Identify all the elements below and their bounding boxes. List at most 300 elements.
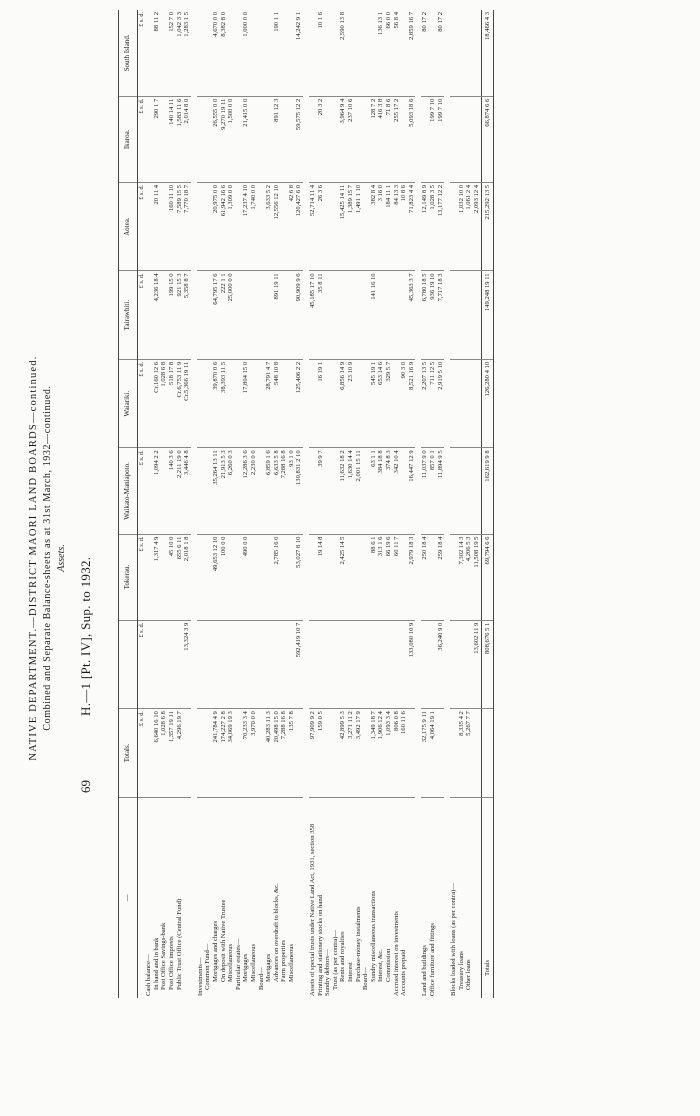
amount-cell bbox=[370, 10, 378, 96]
amount-cell bbox=[145, 10, 153, 96]
amount-cell bbox=[400, 620, 408, 708]
amount-cell bbox=[204, 10, 212, 96]
amount-cell: 84 13 3 bbox=[393, 182, 401, 270]
amount-cell: 1,389 15 7 bbox=[347, 182, 355, 270]
table-row bbox=[450, 10, 458, 998]
subtotal-row bbox=[295, 10, 303, 998]
amount-cell bbox=[160, 271, 168, 359]
table-row bbox=[250, 10, 258, 998]
amount-cell: 545 19 1 bbox=[370, 359, 378, 447]
amount-cell bbox=[258, 709, 266, 797]
column-header: Aotea. bbox=[119, 182, 138, 270]
amount-cell: 140 3 6 bbox=[168, 448, 176, 534]
amount-cell bbox=[145, 359, 153, 447]
amount-cell: 1,283 1 5 bbox=[183, 10, 191, 96]
amount-cell bbox=[235, 10, 243, 96]
amount-cell: 20 11 4 bbox=[153, 182, 161, 270]
amount-cell bbox=[235, 359, 243, 447]
amount-cell bbox=[362, 448, 370, 534]
amount-cell: 2,014 8 0 bbox=[183, 96, 191, 182]
amount-cell: 215,292 13 5 bbox=[481, 182, 494, 270]
amount-cell bbox=[450, 359, 458, 447]
row-label: In hand and in bank bbox=[152, 937, 160, 990]
column-header: Ikaroa. bbox=[119, 96, 138, 182]
unit-cell bbox=[137, 797, 145, 998]
amount-cell: 2,979 18 3 bbox=[408, 534, 416, 620]
amount-cell: 59,575 12 2 bbox=[295, 96, 303, 182]
amount-cell: 16,447 12 9 bbox=[408, 448, 416, 534]
amount-cell: 891 12 3 bbox=[273, 96, 281, 182]
amount-cell: 53,027 8 10 bbox=[295, 534, 303, 620]
amount-cell: 4,064 19 1 bbox=[429, 709, 437, 797]
table-row bbox=[370, 10, 378, 998]
amount-cell: 42,899 5 3 bbox=[339, 709, 347, 797]
amount-cell bbox=[227, 534, 235, 620]
amount-cell bbox=[377, 620, 385, 708]
amount-cell: Cr.6,753 11 9 bbox=[176, 359, 184, 447]
amount-cell: 1,028 6 8 bbox=[160, 709, 168, 797]
page-reference: H.—1 [Pt. IV], Sup. to 1932. bbox=[78, 556, 93, 716]
amount-cell bbox=[288, 271, 296, 359]
amount-cell: 655 6 11 bbox=[176, 534, 184, 620]
amount-cell: 222 1 1 bbox=[220, 271, 228, 359]
amount-cell bbox=[450, 96, 458, 182]
column-header: Waikato-Maniapoto. bbox=[119, 448, 138, 534]
amount-cell: 808,676 5 1 bbox=[481, 620, 494, 708]
amount-cell bbox=[250, 534, 258, 620]
amount-cell bbox=[204, 534, 212, 620]
amount-cell: 35 8 11 bbox=[317, 271, 325, 359]
amount-cell: 10 8 6 bbox=[400, 182, 408, 270]
amount-cell bbox=[235, 620, 243, 708]
amount-cell: 7,717 18 3 bbox=[437, 271, 445, 359]
amount-cell bbox=[465, 448, 473, 534]
amount-cell bbox=[258, 10, 266, 96]
amount-cell: 12,149 8 9 bbox=[421, 182, 429, 270]
row-label: Office furniture and fittings bbox=[428, 923, 436, 996]
amount-cell bbox=[250, 620, 258, 708]
amount-cell bbox=[288, 534, 296, 620]
column-header: Tokerau. bbox=[119, 534, 138, 620]
amount-cell bbox=[339, 271, 347, 359]
amount-cell bbox=[355, 10, 363, 96]
amount-cell bbox=[324, 10, 332, 96]
row-label: Mortgages and charges bbox=[211, 920, 219, 982]
amount-cell bbox=[332, 96, 340, 182]
amount-cell: 10 1 6 bbox=[317, 10, 325, 96]
amount-cell bbox=[265, 534, 273, 620]
amount-cell bbox=[458, 448, 466, 534]
amount-cell: 2,211 19 0 bbox=[176, 448, 184, 534]
amount-cell: 20,975 0 0 bbox=[212, 182, 220, 270]
amount-cell bbox=[242, 620, 250, 708]
amount-cell: 806 0 8 bbox=[393, 709, 401, 797]
amount-cell: 34,069 19 3 bbox=[227, 709, 235, 797]
amount-cell: 52,714 11 4 bbox=[309, 182, 317, 270]
amount-cell: 592,419 10 7 bbox=[295, 620, 303, 708]
amount-cell: 23 10 9 bbox=[347, 359, 355, 447]
amount-cell bbox=[465, 620, 473, 708]
table-row bbox=[400, 10, 408, 998]
amount-cell: 12,286 3 6 bbox=[242, 448, 250, 534]
table-row bbox=[280, 10, 288, 998]
amount-cell: 70,233 3 4 bbox=[242, 709, 250, 797]
amount-cell bbox=[309, 96, 317, 182]
row-label: Sundry miscellaneous transactions bbox=[369, 890, 377, 982]
amount-cell: 518 17 8 bbox=[168, 359, 176, 447]
amount-cell bbox=[197, 448, 205, 534]
amount-cell: 162,619 9 8 bbox=[481, 448, 494, 534]
amount-cell bbox=[370, 620, 378, 708]
table-row bbox=[377, 10, 385, 998]
amount-cell: 7,770 18 7 bbox=[183, 182, 191, 270]
row-label: Public Trust Office (Central Fund) bbox=[175, 898, 183, 990]
amount-cell: 936 19 10 bbox=[429, 271, 437, 359]
amount-cell: 3,271 11 2 bbox=[347, 709, 355, 797]
amount-cell: 250 18 4 bbox=[421, 534, 429, 620]
row-label: Printing and stationery stocks on hand bbox=[316, 895, 324, 996]
amount-cell bbox=[145, 182, 153, 270]
amount-cell bbox=[385, 620, 393, 708]
row-label: Accrued interest on investments bbox=[392, 911, 400, 996]
amount-cell bbox=[437, 709, 445, 797]
amount-cell bbox=[204, 96, 212, 182]
amount-cell: 61,942 16 6 bbox=[220, 182, 228, 270]
amount-cell: 490 0 0 bbox=[242, 534, 250, 620]
amount-cell: 120,427 6 0 bbox=[295, 182, 303, 270]
amount-cell bbox=[450, 10, 458, 96]
amount-cell bbox=[145, 448, 153, 534]
amount-cell: 7,288 16 8 bbox=[280, 709, 288, 797]
amount-cell: 66,874 6 6 bbox=[481, 96, 494, 182]
amount-cell bbox=[258, 448, 266, 534]
amount-cell bbox=[309, 534, 317, 620]
amount-cell bbox=[258, 271, 266, 359]
assets-table bbox=[118, 10, 494, 998]
amount-cell: 3,964 9 4 bbox=[339, 96, 347, 182]
row-label: Advances on overdraft to blocks, &c. bbox=[272, 883, 280, 982]
amount-cell: 4,296 19 7 bbox=[176, 709, 184, 797]
amount-cell bbox=[355, 534, 363, 620]
amount-cell: 5,267 7 7 bbox=[465, 709, 473, 797]
row-label bbox=[473, 797, 481, 998]
amount-cell: 45,185 17 10 bbox=[309, 271, 317, 359]
amount-cell bbox=[258, 534, 266, 620]
amount-cell: 4,206 5 3 bbox=[465, 534, 473, 620]
amount-cell: 125,406 2 2 bbox=[295, 359, 303, 447]
amount-cell: 13,324 3 9 bbox=[183, 620, 191, 708]
amount-cell bbox=[235, 182, 243, 270]
amount-cell: 11,894 9 5 bbox=[437, 448, 445, 534]
amount-cell: 130,831 2 10 bbox=[295, 448, 303, 534]
amount-cell bbox=[197, 96, 205, 182]
amount-cell: 159 0 5 bbox=[317, 709, 325, 797]
amount-cell: 8,335 4 2 bbox=[458, 709, 466, 797]
table-row bbox=[429, 10, 437, 998]
unit-cell: £ s. d. bbox=[137, 271, 145, 359]
amount-cell bbox=[227, 10, 235, 96]
amount-cell: 241,784 4 9 bbox=[212, 709, 220, 797]
amount-cell bbox=[265, 271, 273, 359]
amount-cell bbox=[250, 359, 258, 447]
amount-cell bbox=[355, 96, 363, 182]
amount-cell bbox=[473, 96, 481, 182]
unit-cell: £ s. d. bbox=[137, 620, 145, 708]
amount-cell bbox=[332, 709, 340, 797]
amount-cell bbox=[473, 448, 481, 534]
amount-cell: 711 12 5 bbox=[429, 359, 437, 447]
amount-cell bbox=[324, 709, 332, 797]
table-row bbox=[465, 10, 473, 998]
amount-cell: 7,302 14 3 bbox=[458, 534, 466, 620]
amount-cell bbox=[458, 359, 466, 447]
row-label: Rents and royalties bbox=[339, 931, 347, 982]
amount-cell bbox=[145, 271, 153, 359]
amount-cell: 21,913 5 3 bbox=[220, 448, 228, 534]
subtotal-row bbox=[437, 10, 445, 998]
amount-cell bbox=[408, 709, 416, 797]
table-row bbox=[197, 10, 205, 998]
amount-cell: 15,425 14 11 bbox=[339, 182, 347, 270]
amount-cell: 8,382 8 0 bbox=[220, 10, 228, 96]
amount-cell: 25,000 0 0 bbox=[227, 271, 235, 359]
amount-cell bbox=[332, 359, 340, 447]
amount-cell bbox=[204, 620, 212, 708]
amount-cell: 93 1 0 bbox=[288, 448, 296, 534]
amount-cell bbox=[258, 620, 266, 708]
table-row bbox=[317, 10, 325, 998]
amount-cell: 133,080 10 9 bbox=[408, 620, 416, 708]
amount-cell: 3,633 5 2 bbox=[265, 182, 273, 270]
amount-cell: 1,740 0 0 bbox=[250, 182, 258, 270]
amount-cell: 329 5 7 bbox=[385, 359, 393, 447]
amount-cell: 28,791 4 7 bbox=[265, 359, 273, 447]
amount-cell: 26,555 0 0 bbox=[212, 96, 220, 182]
amount-cell bbox=[317, 620, 325, 708]
amount-cell: 7,589 15 5 bbox=[176, 182, 184, 270]
amount-cell: 36,240 9 0 bbox=[437, 620, 445, 708]
amount-cell: 63 1 1 bbox=[370, 448, 378, 534]
amount-cell bbox=[332, 182, 340, 270]
row-label: Trust (as per contra)— bbox=[331, 929, 339, 990]
amount-cell bbox=[347, 620, 355, 708]
table-row bbox=[235, 10, 243, 998]
amount-cell: 80 17 2 bbox=[437, 10, 445, 96]
amount-cell bbox=[324, 620, 332, 708]
amount-cell bbox=[288, 96, 296, 182]
amount-cell: 49,653 12 10 bbox=[212, 534, 220, 620]
row-label: Land and buildings bbox=[421, 945, 429, 996]
amount-cell: 1,317 4 9 bbox=[153, 534, 161, 620]
page-title: NATIVE DEPARTMENT.—DISTRICT MAORI LAND BOARDS—continued. bbox=[28, 355, 39, 761]
amount-cell: 6,633 5 8 bbox=[273, 448, 281, 534]
row-label: Totals bbox=[481, 797, 494, 998]
amount-cell bbox=[465, 10, 473, 96]
amount-cell: 1,093 3 4 bbox=[385, 709, 393, 797]
amount-cell bbox=[309, 620, 317, 708]
amount-cell bbox=[220, 620, 228, 708]
amount-cell bbox=[481, 709, 494, 797]
amount-cell bbox=[280, 271, 288, 359]
amount-cell: 548 10 8 bbox=[273, 359, 281, 447]
amount-cell: 5,358 8 7 bbox=[183, 271, 191, 359]
amount-cell: 2,093 12 4 bbox=[473, 182, 481, 270]
amount-cell bbox=[347, 10, 355, 96]
amount-cell: 1,061 2 4 bbox=[465, 182, 473, 270]
amount-cell: 290 1 7 bbox=[153, 96, 161, 182]
amount-cell: 71,823 4 4 bbox=[408, 182, 416, 270]
amount-cell: 1,042 3 3 bbox=[176, 10, 184, 96]
column-header: Waiariki. bbox=[119, 359, 138, 447]
column-header: — bbox=[119, 797, 138, 998]
totals-row bbox=[481, 10, 494, 998]
amount-cell bbox=[332, 271, 340, 359]
table-row bbox=[288, 10, 296, 998]
amount-cell bbox=[204, 359, 212, 447]
amount-cell bbox=[280, 10, 288, 96]
amount-cell bbox=[465, 359, 473, 447]
amount-cell bbox=[355, 359, 363, 447]
table-row bbox=[362, 10, 370, 998]
amount-cell bbox=[362, 96, 370, 182]
amount-cell bbox=[450, 271, 458, 359]
amount-cell: 174,227 2 8 bbox=[220, 709, 228, 797]
table-row bbox=[153, 10, 161, 998]
amount-cell: 20,498 15 0 bbox=[273, 709, 281, 797]
amount-cell bbox=[332, 10, 340, 96]
amount-cell: 21,415 0 0 bbox=[242, 96, 250, 182]
amount-cell bbox=[429, 534, 437, 620]
amount-cell bbox=[153, 620, 161, 708]
column-header bbox=[119, 620, 138, 708]
table-row bbox=[385, 10, 393, 998]
amount-cell: 136 13 1 bbox=[377, 10, 385, 96]
amount-cell: 69,794 6 6 bbox=[481, 534, 494, 620]
amount-cell: 3,492 17 9 bbox=[355, 709, 363, 797]
amount-cell: 382 8 4 bbox=[370, 182, 378, 270]
amount-cell bbox=[458, 620, 466, 708]
table-row bbox=[220, 10, 228, 998]
amount-cell: 2,859 16 7 bbox=[408, 10, 416, 96]
column-header: Tairawhiti. bbox=[119, 271, 138, 359]
table-row bbox=[227, 10, 235, 998]
row-label: Investments— bbox=[196, 957, 204, 996]
amount-cell: 16 19 1 bbox=[317, 359, 325, 447]
amount-cell: 3,970 0 0 bbox=[250, 709, 258, 797]
table-row bbox=[332, 10, 340, 998]
unit-cell: £ s. d. bbox=[137, 709, 145, 797]
amount-cell: 184 11 1 bbox=[385, 182, 393, 270]
amount-cell bbox=[324, 448, 332, 534]
amount-cell bbox=[280, 620, 288, 708]
amount-cell bbox=[473, 709, 481, 797]
amount-cell bbox=[324, 359, 332, 447]
amount-cell: 3,446 4 8 bbox=[183, 448, 191, 534]
amount-cell bbox=[197, 359, 205, 447]
row-label: Mortgages bbox=[242, 953, 250, 982]
amount-cell: 4,670 0 0 bbox=[212, 10, 220, 96]
amount-cell: 1,500 0 0 bbox=[227, 96, 235, 182]
amount-cell: 1,583 11 6 bbox=[176, 96, 184, 182]
amount-cell: 1,491 1 10 bbox=[355, 182, 363, 270]
amount-cell bbox=[400, 271, 408, 359]
table-row bbox=[258, 10, 266, 998]
amount-cell bbox=[235, 271, 243, 359]
amount-cell: 384 18 8 bbox=[377, 448, 385, 534]
amount-cell bbox=[355, 271, 363, 359]
amount-cell: 1,000 0 0 bbox=[242, 10, 250, 96]
amount-cell bbox=[265, 10, 273, 96]
table-row bbox=[347, 10, 355, 998]
amount-cell: 140 14 11 bbox=[168, 96, 176, 182]
amount-cell: 6,640 16 10 bbox=[153, 709, 161, 797]
amount-cell bbox=[429, 10, 437, 96]
table-row bbox=[393, 10, 401, 998]
row-label: Treasury loans bbox=[457, 951, 465, 990]
amount-cell bbox=[176, 620, 184, 708]
amount-cell bbox=[421, 96, 429, 182]
amount-cell bbox=[250, 10, 258, 96]
amount-cell: 90 3 0 bbox=[400, 359, 408, 447]
amount-cell: 313 1 6 bbox=[377, 534, 385, 620]
amount-cell: 2,207 13 5 bbox=[421, 359, 429, 447]
row-label: Cash balance— bbox=[145, 954, 153, 996]
row-label bbox=[408, 797, 416, 998]
amount-cell: 1,357 19 11 bbox=[168, 709, 176, 797]
amount-cell bbox=[212, 620, 220, 708]
table-row bbox=[204, 10, 212, 998]
unit-cell: £ s. d. bbox=[137, 448, 145, 534]
amount-cell bbox=[235, 448, 243, 534]
amount-cell bbox=[429, 620, 437, 708]
amount-cell: 11,508 19 5 bbox=[473, 534, 481, 620]
row-label bbox=[437, 797, 445, 998]
column-header: Totals. bbox=[119, 709, 138, 797]
amount-cell bbox=[385, 271, 393, 359]
amount-cell: 6,856 14 9 bbox=[339, 359, 347, 447]
amount-cell: 135 7 8 bbox=[288, 709, 296, 797]
amount-cell: 6,780 18 5 bbox=[421, 271, 429, 359]
amount-cell: 128 7 2 bbox=[370, 96, 378, 182]
row-label: Interest bbox=[347, 962, 355, 982]
table-row bbox=[265, 10, 273, 998]
row-label: Miscellaneous bbox=[249, 943, 257, 982]
row-label: Interest, &c. bbox=[377, 949, 385, 982]
amount-cell bbox=[458, 96, 466, 182]
amount-cell: 45 10 0 bbox=[168, 534, 176, 620]
amount-cell: 1,906 12 4 bbox=[377, 709, 385, 797]
amount-cell: 38,393 11 5 bbox=[220, 359, 228, 447]
amount-cell: 60 11 7 bbox=[393, 534, 401, 620]
amount-cell: 1,028 3 5 bbox=[429, 182, 437, 270]
amount-cell: 160 11 10 bbox=[168, 182, 176, 270]
amount-cell: 1,094 2 2 bbox=[153, 448, 161, 534]
amount-cell: 56 8 4 bbox=[393, 10, 401, 96]
amount-cell bbox=[183, 709, 191, 797]
amount-cell bbox=[280, 182, 288, 270]
amount-cell bbox=[204, 271, 212, 359]
amount-cell: 4,236 18 4 bbox=[153, 271, 161, 359]
amount-cell bbox=[288, 10, 296, 96]
amount-cell: 71 8 6 bbox=[385, 96, 393, 182]
amount-cell: 42 6 8 bbox=[288, 182, 296, 270]
amount-cell bbox=[362, 182, 370, 270]
amount-cell: 3 16 0 bbox=[377, 182, 385, 270]
amount-cell bbox=[280, 359, 288, 447]
table-row bbox=[176, 10, 184, 998]
amount-cell: 190 1 1 bbox=[273, 10, 281, 96]
row-label: On deposit with Native Trustee bbox=[219, 899, 227, 982]
